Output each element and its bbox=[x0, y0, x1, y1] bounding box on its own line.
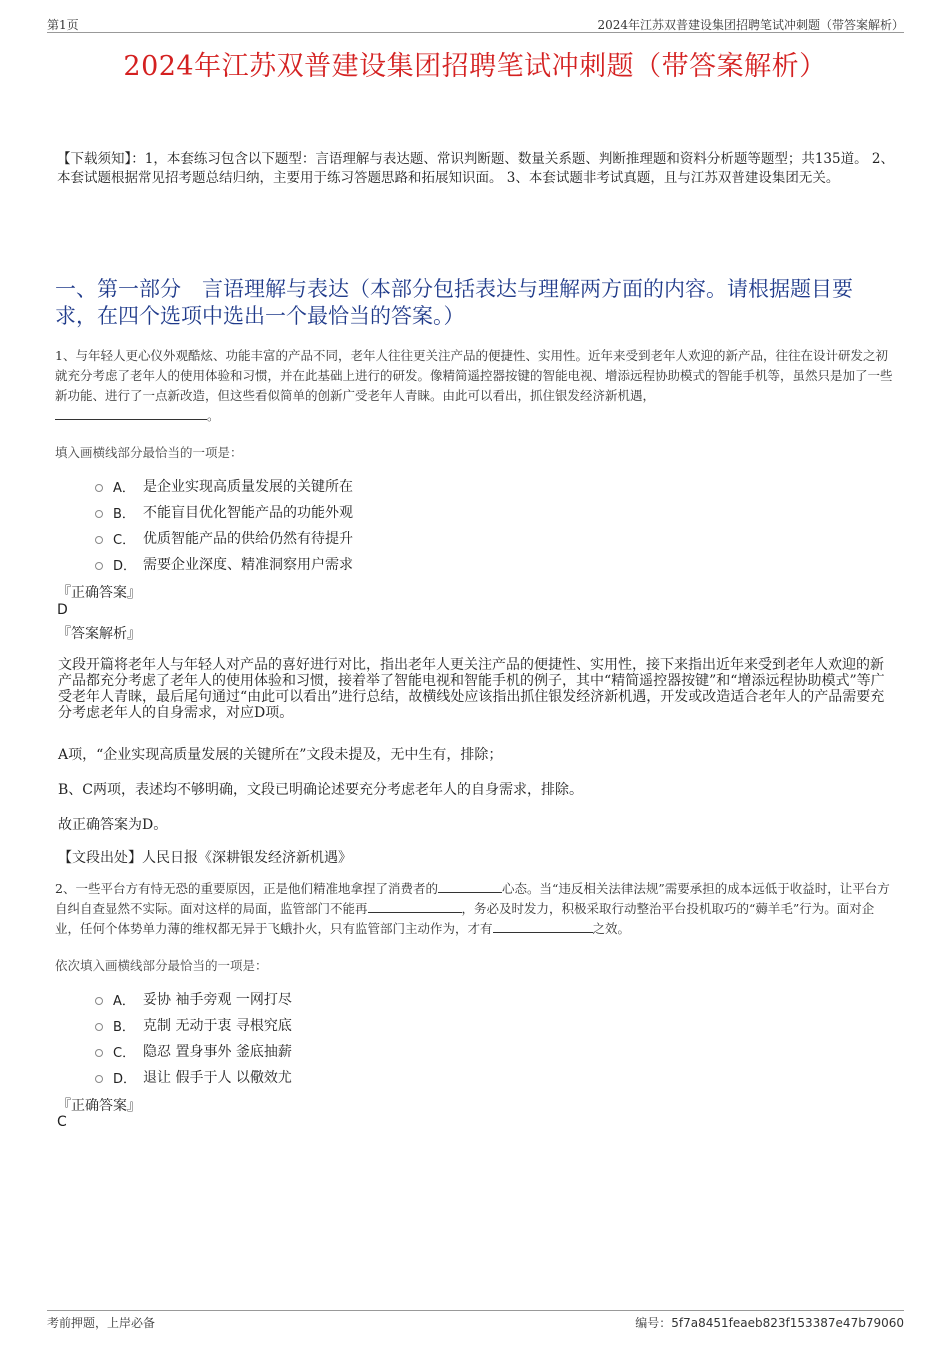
page-header bbox=[47, 14, 904, 33]
option-d[interactable]: D． 需要企业深度、精准洞察用户需求 bbox=[95, 551, 353, 577]
page-number: 第1页 bbox=[47, 18, 79, 32]
footer-slogan: 考前押题，上岸必备 bbox=[47, 1316, 156, 1330]
question-1-end: 。 bbox=[207, 408, 220, 423]
answer-blank bbox=[438, 880, 502, 893]
answer-blank bbox=[368, 900, 462, 913]
analysis-label: 『答案解析』 bbox=[57, 626, 141, 642]
option-a[interactable]: A． 是企业实现高质量发展的关键所在 bbox=[95, 473, 353, 499]
correct-answer: D bbox=[57, 602, 68, 618]
option-b[interactable]: B． 不能盲目优化智能产品的功能外观 bbox=[95, 499, 353, 525]
question-1-text bbox=[55, 346, 898, 426]
footer-code bbox=[635, 1314, 904, 1331]
question-1-stem: 1、与年轻人更心仪外观酷炫、功能丰富的产品不同，老年人往往更关注产品的便捷性、实用性。近年来受到老年人欢迎的新产品，往往在设计研发之初就充分考虑了老年人的使用体验和习惯，并在此基础上进行的研发。像精简遥控器按键的智能电视、增添远程协助模式的智能手机等，虽然只是加了一些新功能、进行了一点新改造，但这些看似简单的创新广受老年人青睐。由此可以看出，抓住银发经济新机遇， bbox=[55, 348, 893, 403]
section-title: 一、第一部分 言语理解与表达（本部分包括表达与理解两方面的内容。请根据题目要求，在四个选项中选出一个最恰当的答案。） bbox=[55, 277, 853, 328]
footer-divider bbox=[47, 1310, 904, 1311]
radio-icon[interactable] bbox=[95, 510, 103, 518]
radio-icon[interactable] bbox=[95, 997, 103, 1005]
analysis-option-a: A项，“企业实现高质量发展的关键所在”文段未提及，无中生有，排除； bbox=[58, 747, 503, 763]
question-1-options bbox=[95, 473, 353, 577]
radio-icon[interactable] bbox=[95, 1023, 103, 1031]
option-a[interactable]: A． 妥协 袖手旁观 一网打尽 bbox=[95, 986, 292, 1012]
question-1-prompt: 填入画横线部分最恰当的一项是： bbox=[55, 445, 243, 460]
radio-icon[interactable] bbox=[95, 1075, 103, 1083]
header-doc-title: 2024年江苏双普建设集团招聘笔试冲刺题（带答案解析） bbox=[597, 18, 904, 32]
radio-icon[interactable] bbox=[95, 562, 103, 570]
analysis-conclusion: 故正确答案为D。 bbox=[58, 817, 168, 833]
option-b[interactable]: B． 克制 无动于衷 寻根究底 bbox=[95, 1012, 292, 1038]
analysis-option-bc: B、C两项，表述均不够明确，文段已明确论述要充分考虑老年人的自身需求，排除。 bbox=[58, 782, 583, 798]
document-title: 2024年江苏双普建设集团招聘笔试冲刺题（带答案解析） bbox=[123, 51, 827, 82]
question-2-prompt: 依次填入画横线部分最恰当的一项是： bbox=[55, 958, 268, 973]
option-d[interactable]: D． 退让 假手于人 以儆效尤 bbox=[95, 1064, 292, 1090]
question-2-options bbox=[95, 986, 292, 1090]
answer-blank bbox=[55, 407, 207, 420]
footer-code-value: 5f7a8451feaeb823f153387e47b79060 bbox=[671, 1316, 904, 1330]
correct-answer-label: 『正确答案』 bbox=[57, 1098, 141, 1114]
download-notice: 【下载须知】：1，本套练习包含以下题型：言语理解与表达题、常识判断题、数量关系题、判断推理题和资料分析题等题型；共135道。 2、本套试题根据常见招考题总结归纳，主要用于练习答题思路和拓展知识面。 3、本套试题非考试真题，且与江苏双普建设集团无关。 bbox=[57, 151, 894, 186]
radio-icon[interactable] bbox=[95, 484, 103, 492]
option-c[interactable]: C． 优质智能产品的供给仍然有待提升 bbox=[95, 525, 353, 551]
analysis-text: 文段开篇将老年人与年轻人对产品的喜好进行对比，指出老年人更关注产品的便捷性、实用性，接下来指出近年来受到老年人欢迎的新产品都充分考虑了老年人的使用体验和习惯，接着举了智能电视和智能手机的例子，其中“精简遥控器按键”和“增添远程协助模式”等广受老年人青睐，最后尾句通过“由此可以看出”进行总结，故横线处应该指出抓住银发经济新机遇，开发或改造适合老年人的产品需要充分考虑老年人的自身需求，对应D项。 bbox=[58, 657, 885, 721]
footer-code-label: 编号： bbox=[635, 1316, 672, 1330]
answer-blank bbox=[493, 920, 593, 933]
correct-answer: C bbox=[57, 1114, 67, 1130]
correct-answer-label: 『正确答案』 bbox=[57, 585, 141, 601]
question-2-text: 2、一些平台方有恃无恐的重要原因，正是他们精准地拿捏了消费者的 心态。当“违反相关法律法规”需要承担的成本远低于收益时，让平台方自纠自查显然不实际。面对这样的局面，监管部门不能再 ，务必及时发力，积极采取行动整治平台投机取巧的“薅羊毛”行为。面对企业，任何个体势单力薄的维权都无异于飞蛾扑火，只有监管部门主动作为，才有 之效。 bbox=[55, 881, 890, 936]
option-c[interactable]: C． 隐忍 置身事外 釜底抽薪 bbox=[95, 1038, 292, 1064]
radio-icon[interactable] bbox=[95, 1049, 103, 1057]
radio-icon[interactable] bbox=[95, 536, 103, 544]
passage-source: 【文段出处】人民日报《深耕银发经济新机遇》 bbox=[58, 850, 352, 866]
